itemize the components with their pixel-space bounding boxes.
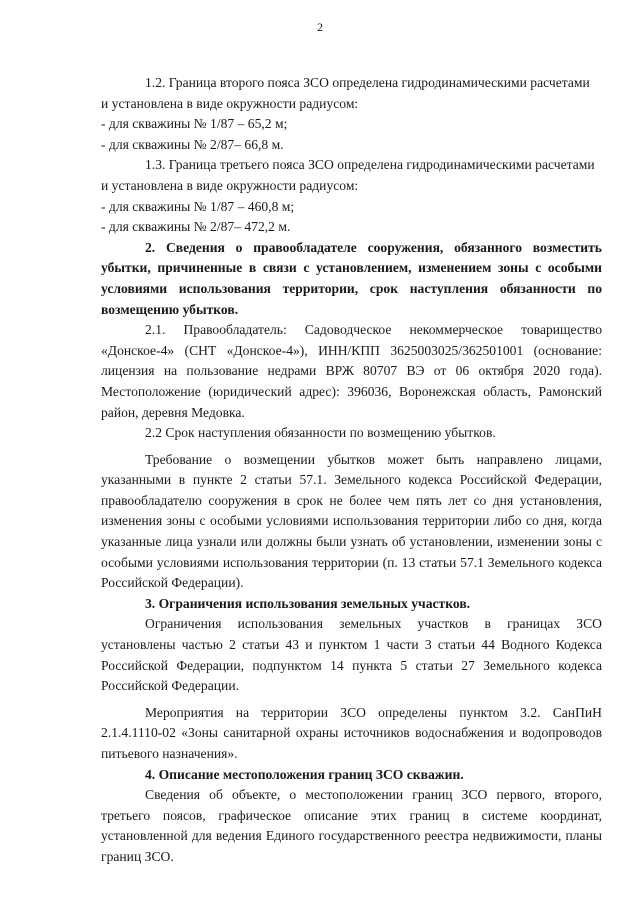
paragraph-2-2-text: Требование о возмещении убытков может быть направлено лицами, указанными в пункте 2 статьи 57.1. Земельного кодекса Российской Федерации, правообладателю сооружения в срок не более чем пять лет со дня установления, изменения зоны с особыми условиями использования территории либо со дня, когда указанные лица узнали или должны были узнать об установлении, изменении зоны с особыми условиями использования территории (п. 13 статьи 57.1 Земельного кодекса Российской Федерации). [101, 451, 602, 591]
paragraph-2-2-title: 2.2 Срок наступления обязанности по возмещению убытков. [145, 425, 496, 441]
well-1-zone-3-radius: - для скважины № 1/87 – 460,8 м; [101, 198, 295, 214]
paragraph-1-3-line-1: 1.3. Граница третьего пояса ЗСО определена гидродинамическими расчетами [145, 157, 595, 173]
paragraph-1-2-line-1: 1.2. Граница второго пояса ЗСО определена гидродинамическими расчетами [145, 75, 590, 90]
paragraph-3-a: Ограничения использования земельных участков в границах ЗСО установлены частью 2 статьи 43 и пунктом 1 части 3 статьи 44 Водного Кодекса Российской Федерации, подпунктом 14 пункта 5 статьи 27 Земельного кодекса Российской Федерации. [101, 616, 602, 694]
paragraph-1-3-line-2: и установлена в виде окружности радиусом: [101, 177, 359, 193]
page-number: 2 [317, 20, 323, 34]
document-body [101, 73, 602, 868]
paragraph-1-2-line-2: и установлена в виде окружности радиусом: [101, 95, 359, 111]
paragraph-4: Сведения об объекте, о местоположении границ ЗСО первого, второго, третьего поясов, графическое описание этих границ в системе координат, установленной для ведения Единого государственного реестра недвижимости, планы границ ЗСО. [101, 787, 602, 864]
section-4-heading: 4. Описание местоположения границ ЗСО скважин. [145, 766, 464, 782]
paragraph-2-1: 2.1. Правообладатель: Садоводческое некоммерческое товарищество «Донское-4» (СНТ «Донское-4»), ИНН/КПП 3625003025/362501001 (основание: лицензия на пользование недрами ВРЖ 80707 ВЭ от 06 октября 2020 года). Местоположение (юридический адрес): 396036, Воронежская область, Рамонский район, деревня Медовка. [101, 322, 602, 420]
section-2-heading: 2. Сведения о правообладателе сооружения, обязанного возместить убытки, причиненные в связи с установлением, изменением зоны с особыми условиями использования территории, срок наступления обязанности по возмещению убытков. [101, 239, 602, 317]
well-2-zone-2-radius: - для скважины № 2/87– 66,8 м. [101, 136, 284, 152]
well-2-zone-3-radius: - для скважины № 2/87– 472,2 м. [101, 219, 291, 235]
well-1-zone-2-radius: - для скважины № 1/87 – 65,2 м; [101, 116, 288, 132]
section-3-heading: 3. Ограничения использования земельных участков. [145, 595, 471, 611]
paragraph-3-b: Мероприятия на территории ЗСО определены пунктом 3.2. СанПиН 2.1.4.1110-02 «Зоны санитарной охраны источников водоснабжения и водопроводов питьевого назначения». [101, 704, 602, 761]
